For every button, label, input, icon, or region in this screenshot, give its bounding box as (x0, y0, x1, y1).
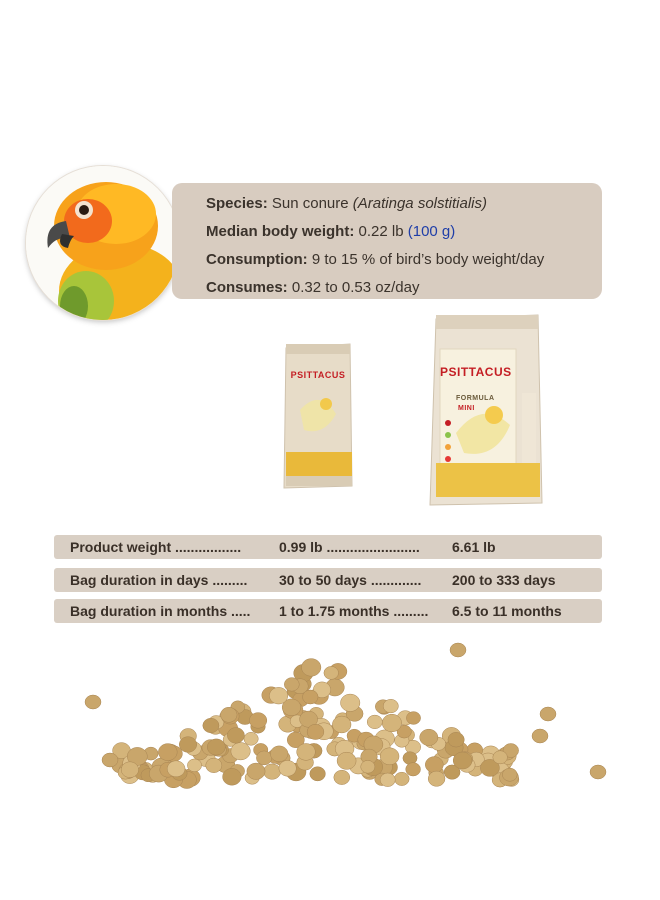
large-bag-brand: PSITTACUS (440, 365, 512, 379)
pellet (297, 744, 316, 761)
pellet (406, 712, 420, 725)
small-bag-image (280, 340, 356, 490)
pellet (334, 770, 350, 784)
pellet (269, 687, 287, 704)
pellet (264, 764, 281, 779)
food-pellets-image (0, 640, 660, 790)
pellet (590, 765, 606, 779)
pellet (207, 739, 225, 755)
pellet (341, 694, 360, 711)
pellet (380, 748, 399, 765)
pellet (303, 690, 319, 704)
pellet (337, 752, 356, 769)
pellet (310, 767, 326, 781)
row-label: Bag duration in months ..... (70, 603, 251, 619)
consumption-value: 9 to 15 % of bird’s body weight/day (311, 251, 545, 268)
weight-value: 0.22 lb (358, 223, 404, 240)
pellet (394, 772, 409, 785)
bag-duration-days-row (54, 568, 602, 592)
row-label: Product weight ................. (70, 539, 242, 555)
row-large-bag-value: 200 to 333 days (452, 572, 556, 588)
pellet (332, 716, 351, 733)
pellet (383, 699, 398, 713)
large-bag-formula: FORMULA (456, 395, 495, 402)
row-small-bag-value: 1 to 1.75 months ......... (279, 603, 429, 619)
pellet (249, 713, 266, 729)
pellet (382, 714, 401, 732)
consumes-value: 0.32 to 0.53 oz/day (291, 279, 420, 296)
species-label: Species: (206, 195, 268, 212)
weight-label: Median body weight: (206, 223, 355, 240)
pellet (420, 729, 438, 745)
species-line (206, 190, 596, 218)
pellet (448, 732, 464, 747)
pellet (502, 768, 517, 781)
pellet (450, 643, 466, 657)
species-info (206, 190, 596, 302)
pellet (179, 737, 196, 753)
pellet (540, 707, 556, 721)
pellet (380, 773, 395, 787)
pellet (361, 760, 375, 773)
product-weight-row (54, 535, 602, 559)
pellet (270, 746, 288, 762)
weight-grams: (100 g) (407, 223, 456, 240)
pellet (532, 729, 548, 743)
pellet (406, 763, 421, 776)
large-bag-image (426, 313, 546, 508)
pellet (302, 659, 321, 677)
pellet (223, 768, 242, 785)
pellet (256, 751, 271, 765)
pellet (167, 761, 185, 777)
consumption-line (206, 246, 596, 274)
parrot-illustration (26, 166, 180, 320)
consumes-line (206, 274, 596, 302)
species-common: Sun conure (271, 195, 349, 212)
pellet (425, 757, 443, 773)
pellet (284, 678, 299, 692)
pellet (227, 728, 244, 744)
row-large-bag-value: 6.5 to 11 months (452, 603, 562, 619)
pellet (453, 752, 472, 769)
pellet (247, 763, 265, 779)
pellet (367, 715, 382, 729)
weight-line (206, 218, 596, 246)
pellet (121, 762, 138, 778)
pellet (203, 718, 219, 733)
consumption-label: Consumption: (206, 251, 308, 268)
pellet (187, 759, 201, 772)
pellet (279, 760, 296, 776)
small-bag-brand: PSITTACUS (290, 370, 346, 380)
pellet (428, 771, 445, 786)
row-label: Bag duration in days ......... (70, 572, 248, 588)
pellet (102, 753, 118, 767)
row-small-bag-value: 0.99 lb ........................ (279, 539, 420, 555)
pellet (324, 666, 339, 679)
sun-conure-avatar (26, 166, 180, 320)
row-large-bag-value: 6.61 lb (452, 539, 496, 555)
small-bag-graphic (280, 340, 356, 490)
pellet (85, 695, 101, 709)
bag-duration-months-row (54, 599, 602, 623)
pellet (493, 751, 508, 764)
consumes-label: Consumes: (206, 279, 288, 296)
row-small-bag-value: 30 to 50 days ............. (279, 572, 422, 588)
large-bag-mini: MINI (458, 405, 475, 412)
pellet (206, 758, 222, 773)
pellet (158, 744, 177, 761)
pellet (221, 707, 238, 722)
species-latin: (Aratinga solstitialis) (352, 195, 487, 212)
pellet (244, 732, 258, 745)
pellet (231, 743, 250, 760)
pellet (307, 724, 324, 739)
